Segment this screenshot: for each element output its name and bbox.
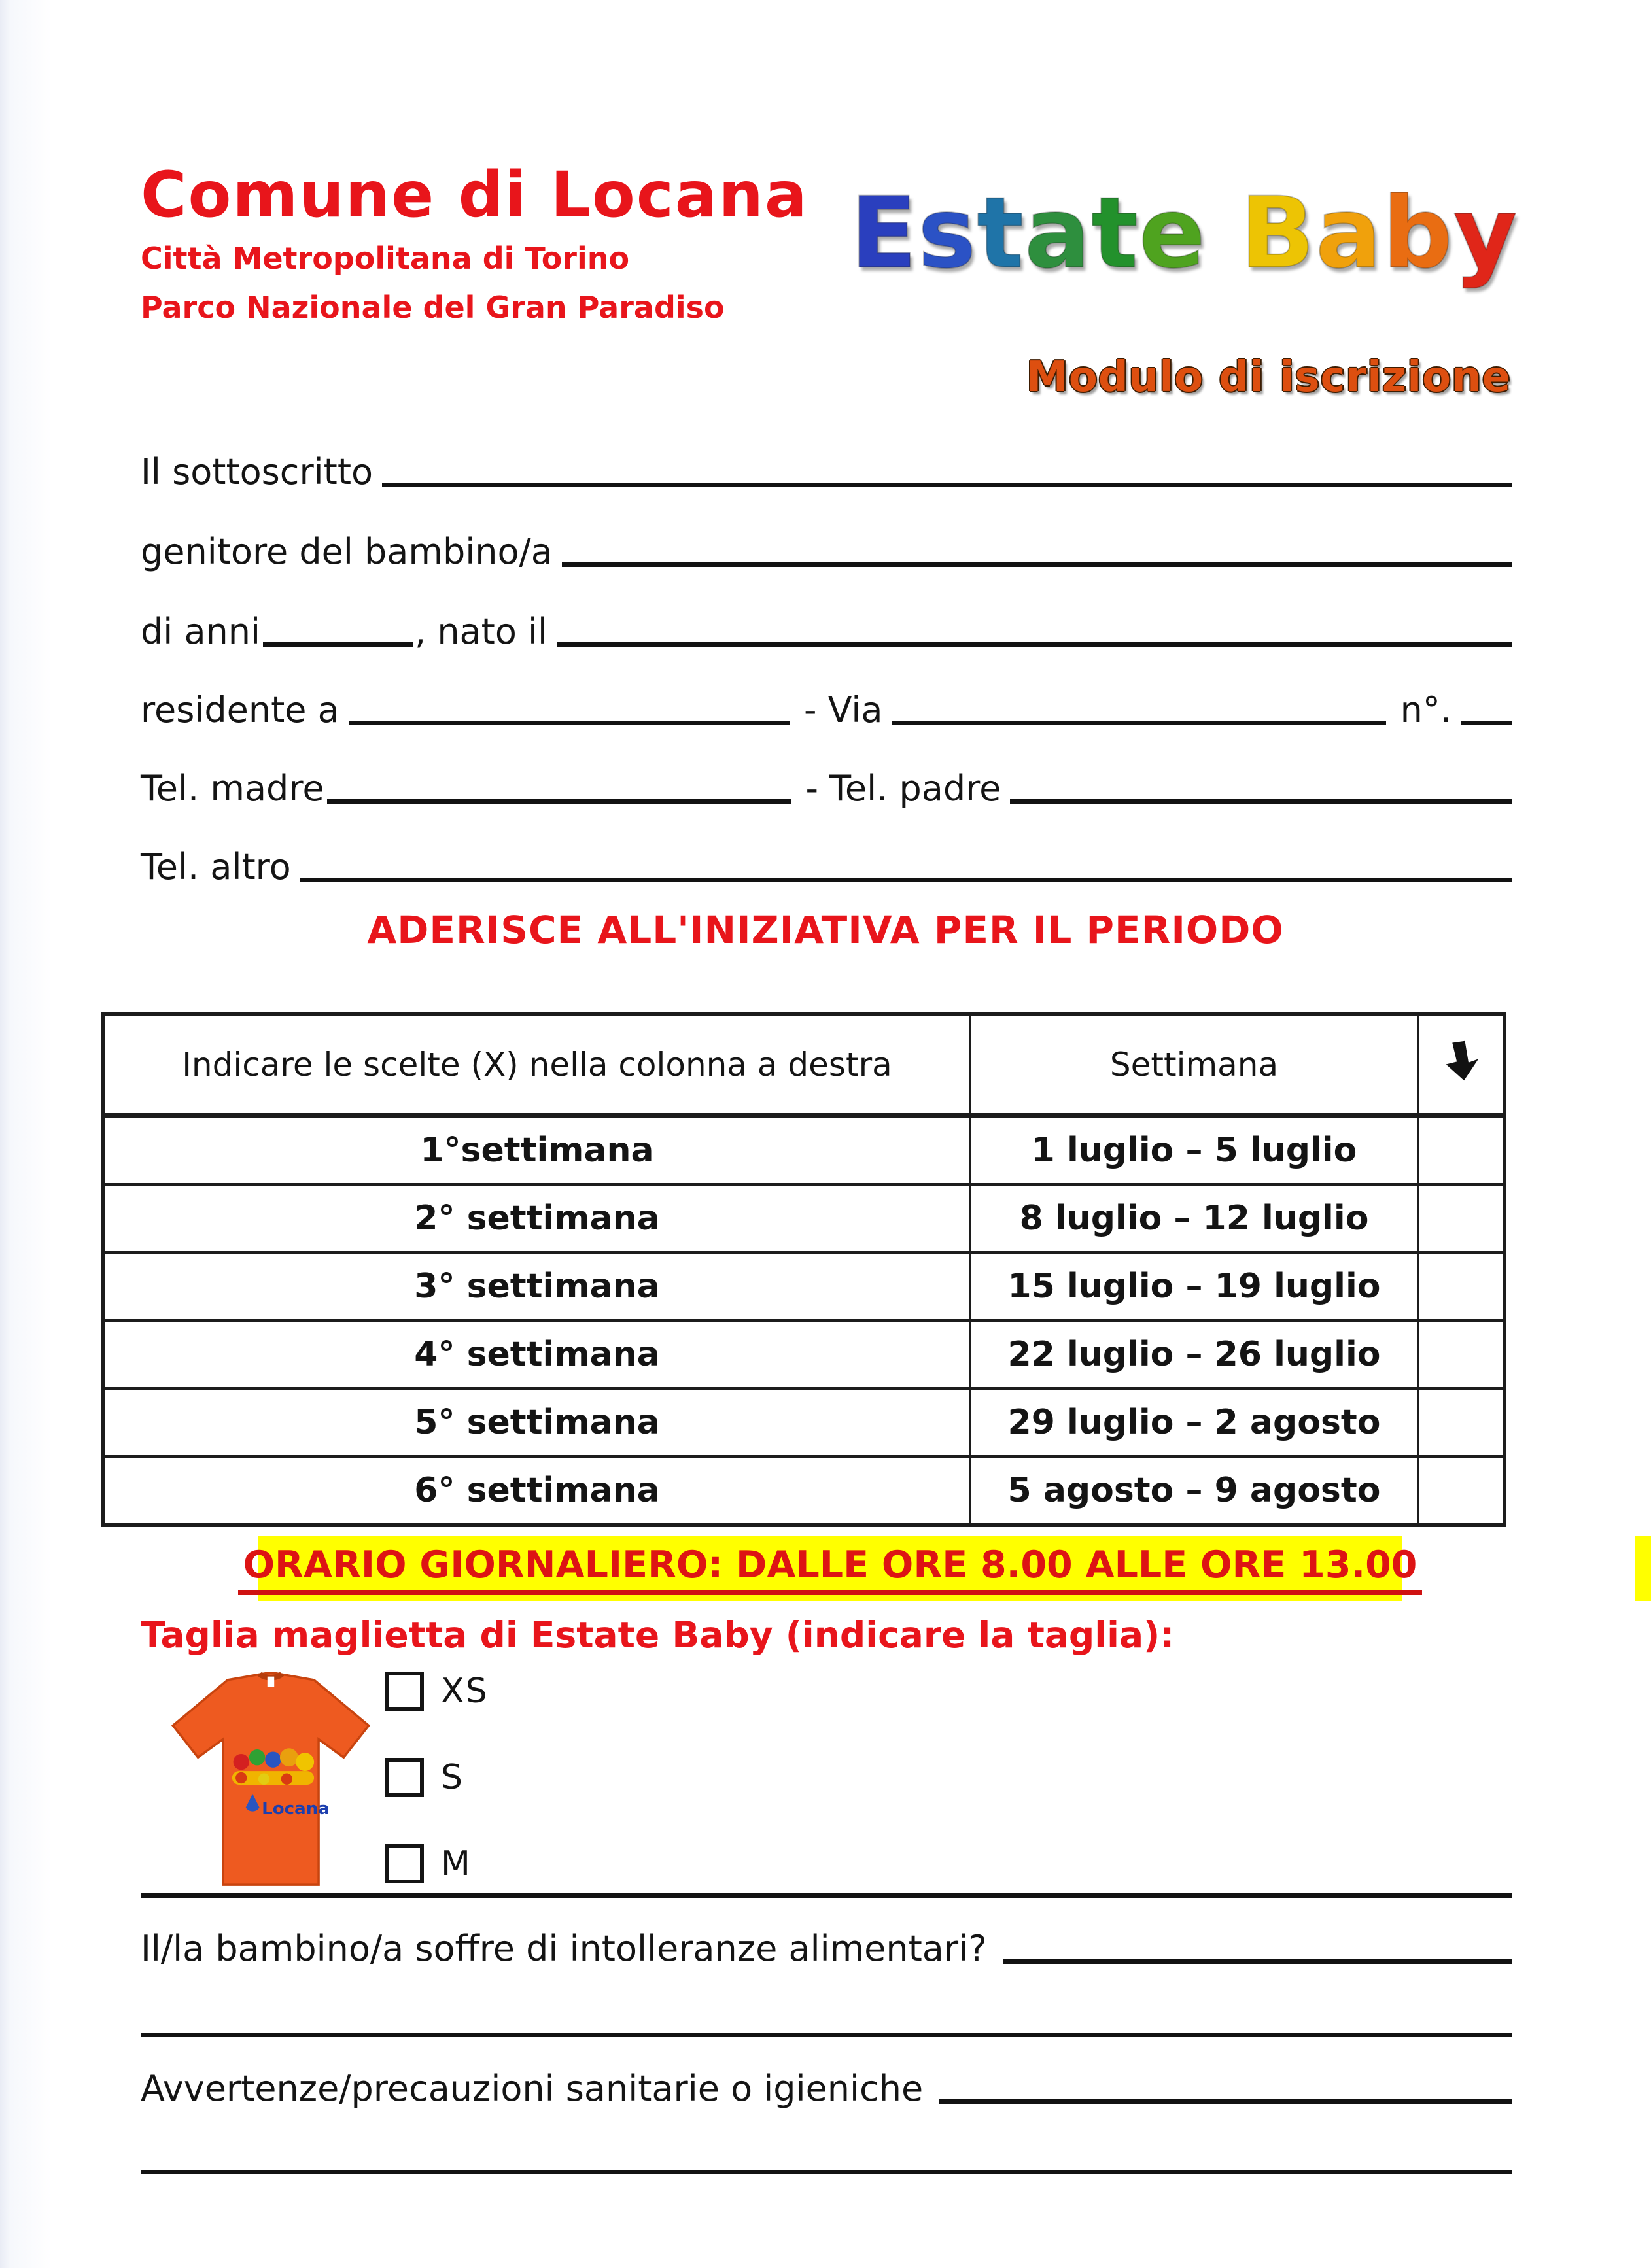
input-line-tel-madre[interactable] — [327, 798, 791, 804]
week-label: 3° settimana — [103, 1252, 970, 1320]
week-6-check-cell[interactable] — [1418, 1456, 1504, 1525]
table-row — [103, 1184, 1504, 1252]
logo-letter: E — [850, 177, 918, 290]
collar-tag — [268, 1677, 274, 1687]
size-option-xs — [385, 1672, 489, 1711]
logo-letter: y — [1453, 177, 1518, 290]
label-intolleranze: Il/la bambino/a soffre di intolleranze alimentari? — [141, 1928, 987, 1969]
week-4-check-cell[interactable] — [1418, 1320, 1504, 1388]
row-residente-via — [141, 689, 1512, 730]
logo-letter: B — [1240, 177, 1316, 290]
org-subtitle-1: Città Metropolitana di Torino — [141, 240, 630, 276]
header-choices: Indicare le scelte (X) nella colonna a destra — [103, 1014, 970, 1116]
down-arrow-icon — [1441, 1039, 1482, 1082]
label-numero: n°. — [1400, 689, 1451, 730]
logo-letter: a — [1024, 177, 1092, 290]
label-avvertenze: Avvertenze/precauzioni sanitarie o igieniche — [141, 2068, 924, 2109]
row-telefoni — [141, 768, 1512, 809]
row-anni-nato — [141, 611, 1512, 652]
week-period: 1 luglio – 5 luglio — [970, 1116, 1418, 1185]
divider-line — [141, 1893, 1512, 1898]
table-row — [103, 1320, 1504, 1388]
label-residente: residente a — [141, 689, 339, 730]
row-intolleranze — [141, 1928, 1512, 1969]
input-line-nato-il[interactable] — [557, 641, 1512, 647]
logo-letter: a — [1315, 177, 1383, 290]
header-check-column — [1418, 1014, 1504, 1116]
label-anni: di anni — [141, 611, 260, 652]
input-line-avvertenze[interactable] — [939, 2098, 1512, 2104]
highlight-sliver — [1635, 1536, 1651, 1601]
logo-letter: s — [918, 177, 977, 290]
municipality-title: Comune di Locana — [141, 158, 808, 232]
size-s-checkbox[interactable] — [385, 1758, 424, 1797]
label-genitore: genitore del bambino/a — [141, 531, 553, 572]
input-line-anni[interactable] — [263, 641, 413, 647]
table-row — [103, 1456, 1504, 1525]
input-line-intolleranze-2[interactable] — [141, 2033, 1512, 2037]
size-m-label: M — [441, 1844, 472, 1883]
logo-letter: b — [1382, 177, 1453, 290]
label-tel-padre: - Tel. padre — [805, 768, 1001, 809]
week-period: 15 luglio – 19 luglio — [970, 1252, 1418, 1320]
label-tel-madre: Tel. madre — [141, 768, 324, 809]
input-line-numero[interactable] — [1461, 719, 1512, 725]
label-nato-il: , nato il — [415, 611, 548, 652]
logo-letter: t — [977, 177, 1025, 290]
table-row — [103, 1388, 1504, 1456]
input-line-via[interactable] — [892, 719, 1385, 725]
week-label: 5° settimana — [103, 1388, 970, 1456]
input-line-sottoscritto[interactable] — [382, 481, 1512, 487]
label-sottoscritto: Il sottoscritto — [141, 451, 374, 492]
table-row — [103, 1252, 1504, 1320]
header-settimana: Settimana — [970, 1014, 1418, 1116]
row-tel-altro — [141, 846, 1512, 887]
week-period: 8 luglio – 12 luglio — [970, 1184, 1418, 1252]
row-sottoscritto — [141, 451, 1512, 492]
row-genitore — [141, 531, 1512, 572]
table-row — [103, 1116, 1504, 1185]
week-period: 5 agosto – 9 agosto — [970, 1456, 1418, 1525]
week-2-check-cell[interactable] — [1418, 1184, 1504, 1252]
size-option-s — [385, 1758, 489, 1797]
logo-letter: t — [1091, 177, 1139, 290]
weeks-table — [101, 1012, 1506, 1527]
week-label: 2° settimana — [103, 1184, 970, 1252]
section-heading: ADERISCE ALL'INIZIATIVA PER IL PERIODO — [367, 908, 1284, 952]
week-label: 1°settimana — [103, 1116, 970, 1185]
input-line-tel-padre[interactable] — [1010, 798, 1512, 804]
input-line-intolleranze[interactable] — [1003, 1958, 1512, 1964]
week-3-check-cell[interactable] — [1418, 1252, 1504, 1320]
form-subtitle: Modulo di iscrizione — [1026, 353, 1511, 402]
input-line-residente[interactable] — [349, 719, 790, 725]
input-line-avvertenze-2[interactable] — [141, 2170, 1512, 2174]
daily-schedule-text: ORARIO GIORNALIERO: DALLE ORE 8.00 ALLE ORE 13.00 — [238, 1542, 1423, 1595]
tshirt-size-label: Taglia maglietta di Estate Baby (indicare la taglia): — [141, 1614, 1175, 1656]
shirt-text: Locana — [262, 1799, 330, 1819]
size-s-label: S — [441, 1758, 464, 1797]
size-options — [385, 1672, 489, 1931]
logo-letter: e — [1138, 177, 1206, 290]
org-header — [141, 158, 808, 327]
week-period: 22 luglio – 26 luglio — [970, 1320, 1418, 1388]
daily-schedule-banner — [243, 1536, 1417, 1601]
size-xs-checkbox[interactable] — [385, 1672, 424, 1711]
org-subtitle-2: Parco Nazionale del Gran Paradiso — [141, 290, 725, 326]
label-tel-altro: Tel. altro — [141, 846, 291, 887]
label-via: - Via — [803, 689, 883, 730]
input-line-genitore[interactable] — [562, 561, 1512, 567]
week-1-check-cell[interactable] — [1418, 1116, 1504, 1185]
tshirt-image — [156, 1666, 386, 1894]
size-option-m — [385, 1844, 489, 1883]
week-5-check-cell[interactable] — [1418, 1388, 1504, 1456]
row-avvertenze — [141, 2068, 1512, 2109]
table-header-row — [103, 1014, 1504, 1116]
week-label: 6° settimana — [103, 1456, 970, 1525]
week-period: 29 luglio – 2 agosto — [970, 1388, 1418, 1456]
input-line-tel-altro[interactable] — [300, 876, 1512, 882]
estate-baby-logo — [844, 177, 1524, 290]
size-m-checkbox[interactable] — [385, 1844, 424, 1883]
size-xs-label: XS — [441, 1672, 489, 1711]
week-label: 4° settimana — [103, 1320, 970, 1388]
